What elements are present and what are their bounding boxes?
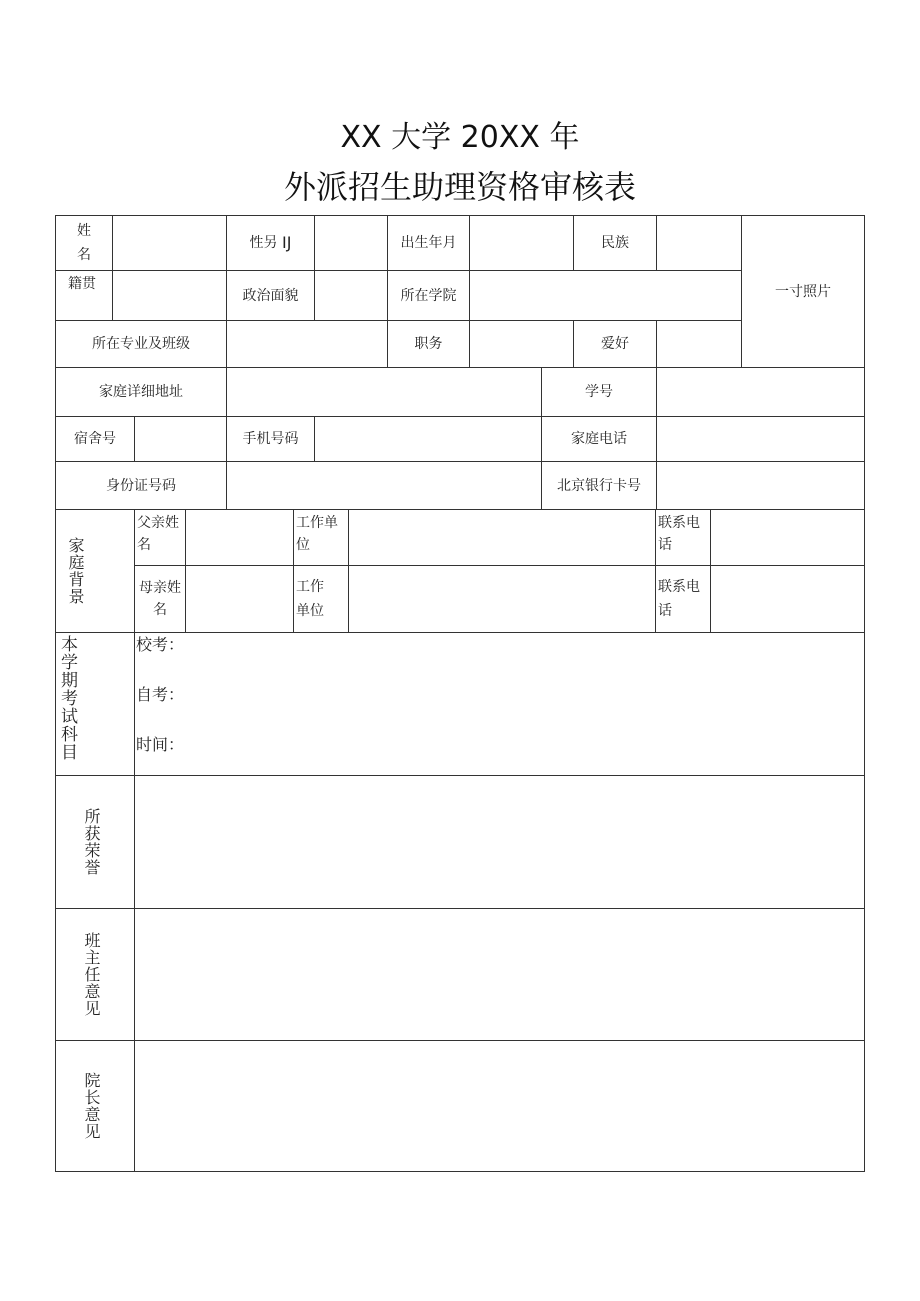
dorm-label: 宿舍号: [55, 416, 135, 462]
class-teacher-opinion-label: [55, 908, 135, 1041]
page-title-line1: XX 大学 20XX 年: [340, 120, 580, 155]
mobile-field[interactable]: [314, 416, 542, 462]
home-address-field[interactable]: [226, 367, 542, 417]
dean-opinion-label: [55, 1040, 135, 1172]
self-exam-label: 自考：: [136, 685, 185, 704]
father-work-unit-label: 工作单位: [293, 509, 349, 566]
dean-opinion-field[interactable]: [134, 1040, 865, 1172]
id-number-label: 身份证号码: [55, 461, 227, 510]
father-name-label: 父亲姓名: [134, 509, 186, 566]
dorm-field[interactable]: [134, 416, 227, 462]
family-background-text: 家庭背景: [66, 537, 85, 605]
exam-subjects-label: [55, 632, 135, 776]
political-field[interactable]: [314, 270, 388, 321]
home-phone-field[interactable]: [656, 416, 865, 462]
college-field[interactable]: [469, 270, 742, 321]
position-label: 职务: [387, 320, 470, 368]
birth-label: 出生年月: [387, 215, 470, 271]
mother-name-label: 母亲姓名: [134, 565, 186, 633]
position-field[interactable]: [469, 320, 574, 368]
gender-label-text: 性另: [249, 235, 278, 251]
name-label: 姓 名: [55, 215, 113, 271]
student-id-label: 学号: [541, 367, 657, 417]
mother-work-unit-field[interactable]: [348, 565, 656, 633]
major-class-field[interactable]: [226, 320, 388, 368]
hobby-field[interactable]: [656, 320, 742, 368]
exam-subjects-field[interactable]: [134, 632, 865, 776]
father-work-unit-field[interactable]: [348, 509, 656, 566]
mother-work-unit-label: 工作单位: [293, 565, 349, 633]
photo-box[interactable]: 一寸照片: [741, 215, 865, 368]
exam-subjects-text: 本学期考试科目: [57, 635, 77, 761]
mother-contact-phone-field[interactable]: [710, 565, 865, 633]
father-contact-phone-field[interactable]: [710, 509, 865, 566]
honors-label: [55, 775, 135, 909]
home-phone-label: 家庭电话: [541, 416, 657, 462]
mobile-label: 手机号码: [226, 416, 315, 462]
father-contact-phone-label: 联系电话: [655, 509, 711, 566]
family-background-label: [55, 509, 135, 633]
class-teacher-opinion-text: 班主任意见: [82, 932, 101, 1017]
name-field[interactable]: [112, 215, 227, 271]
student-id-field[interactable]: [656, 367, 865, 417]
honors-field[interactable]: [134, 775, 865, 909]
father-name-field[interactable]: [185, 509, 294, 566]
page-title-line2: 外派招生助理资格审核表: [283, 168, 636, 206]
native-place-label: 籍贯: [55, 270, 113, 321]
hobby-label: 爱好: [573, 320, 657, 368]
exam-time-label: 时间：: [136, 735, 185, 754]
dean-opinion-text: 院长意见: [82, 1072, 101, 1140]
gender-field[interactable]: [314, 215, 388, 271]
gender-label: [226, 215, 315, 271]
id-number-field[interactable]: [226, 461, 542, 510]
mother-contact-phone-label: 联系电话: [655, 565, 711, 633]
political-label: 政治面貌: [226, 270, 315, 321]
school-exam-label: 校考：: [136, 635, 185, 654]
class-teacher-opinion-field[interactable]: [134, 908, 865, 1041]
native-place-field[interactable]: [112, 270, 227, 321]
honors-text: 所获荣誉: [82, 808, 101, 876]
major-class-label: 所在专业及班级: [55, 320, 227, 368]
mother-name-field[interactable]: [185, 565, 294, 633]
exam-subjects-lines: [136, 620, 184, 770]
bank-card-field[interactable]: [656, 461, 865, 510]
home-address-label: 家庭详细地址: [55, 367, 227, 417]
birth-field[interactable]: [469, 215, 574, 271]
ethnicity-label: 民族: [573, 215, 657, 271]
bank-card-label: 北京银行卡号: [541, 461, 657, 510]
college-label: 所在学院: [387, 270, 470, 321]
ethnicity-field[interactable]: [656, 215, 742, 271]
gender-mark: IJ: [282, 233, 292, 252]
